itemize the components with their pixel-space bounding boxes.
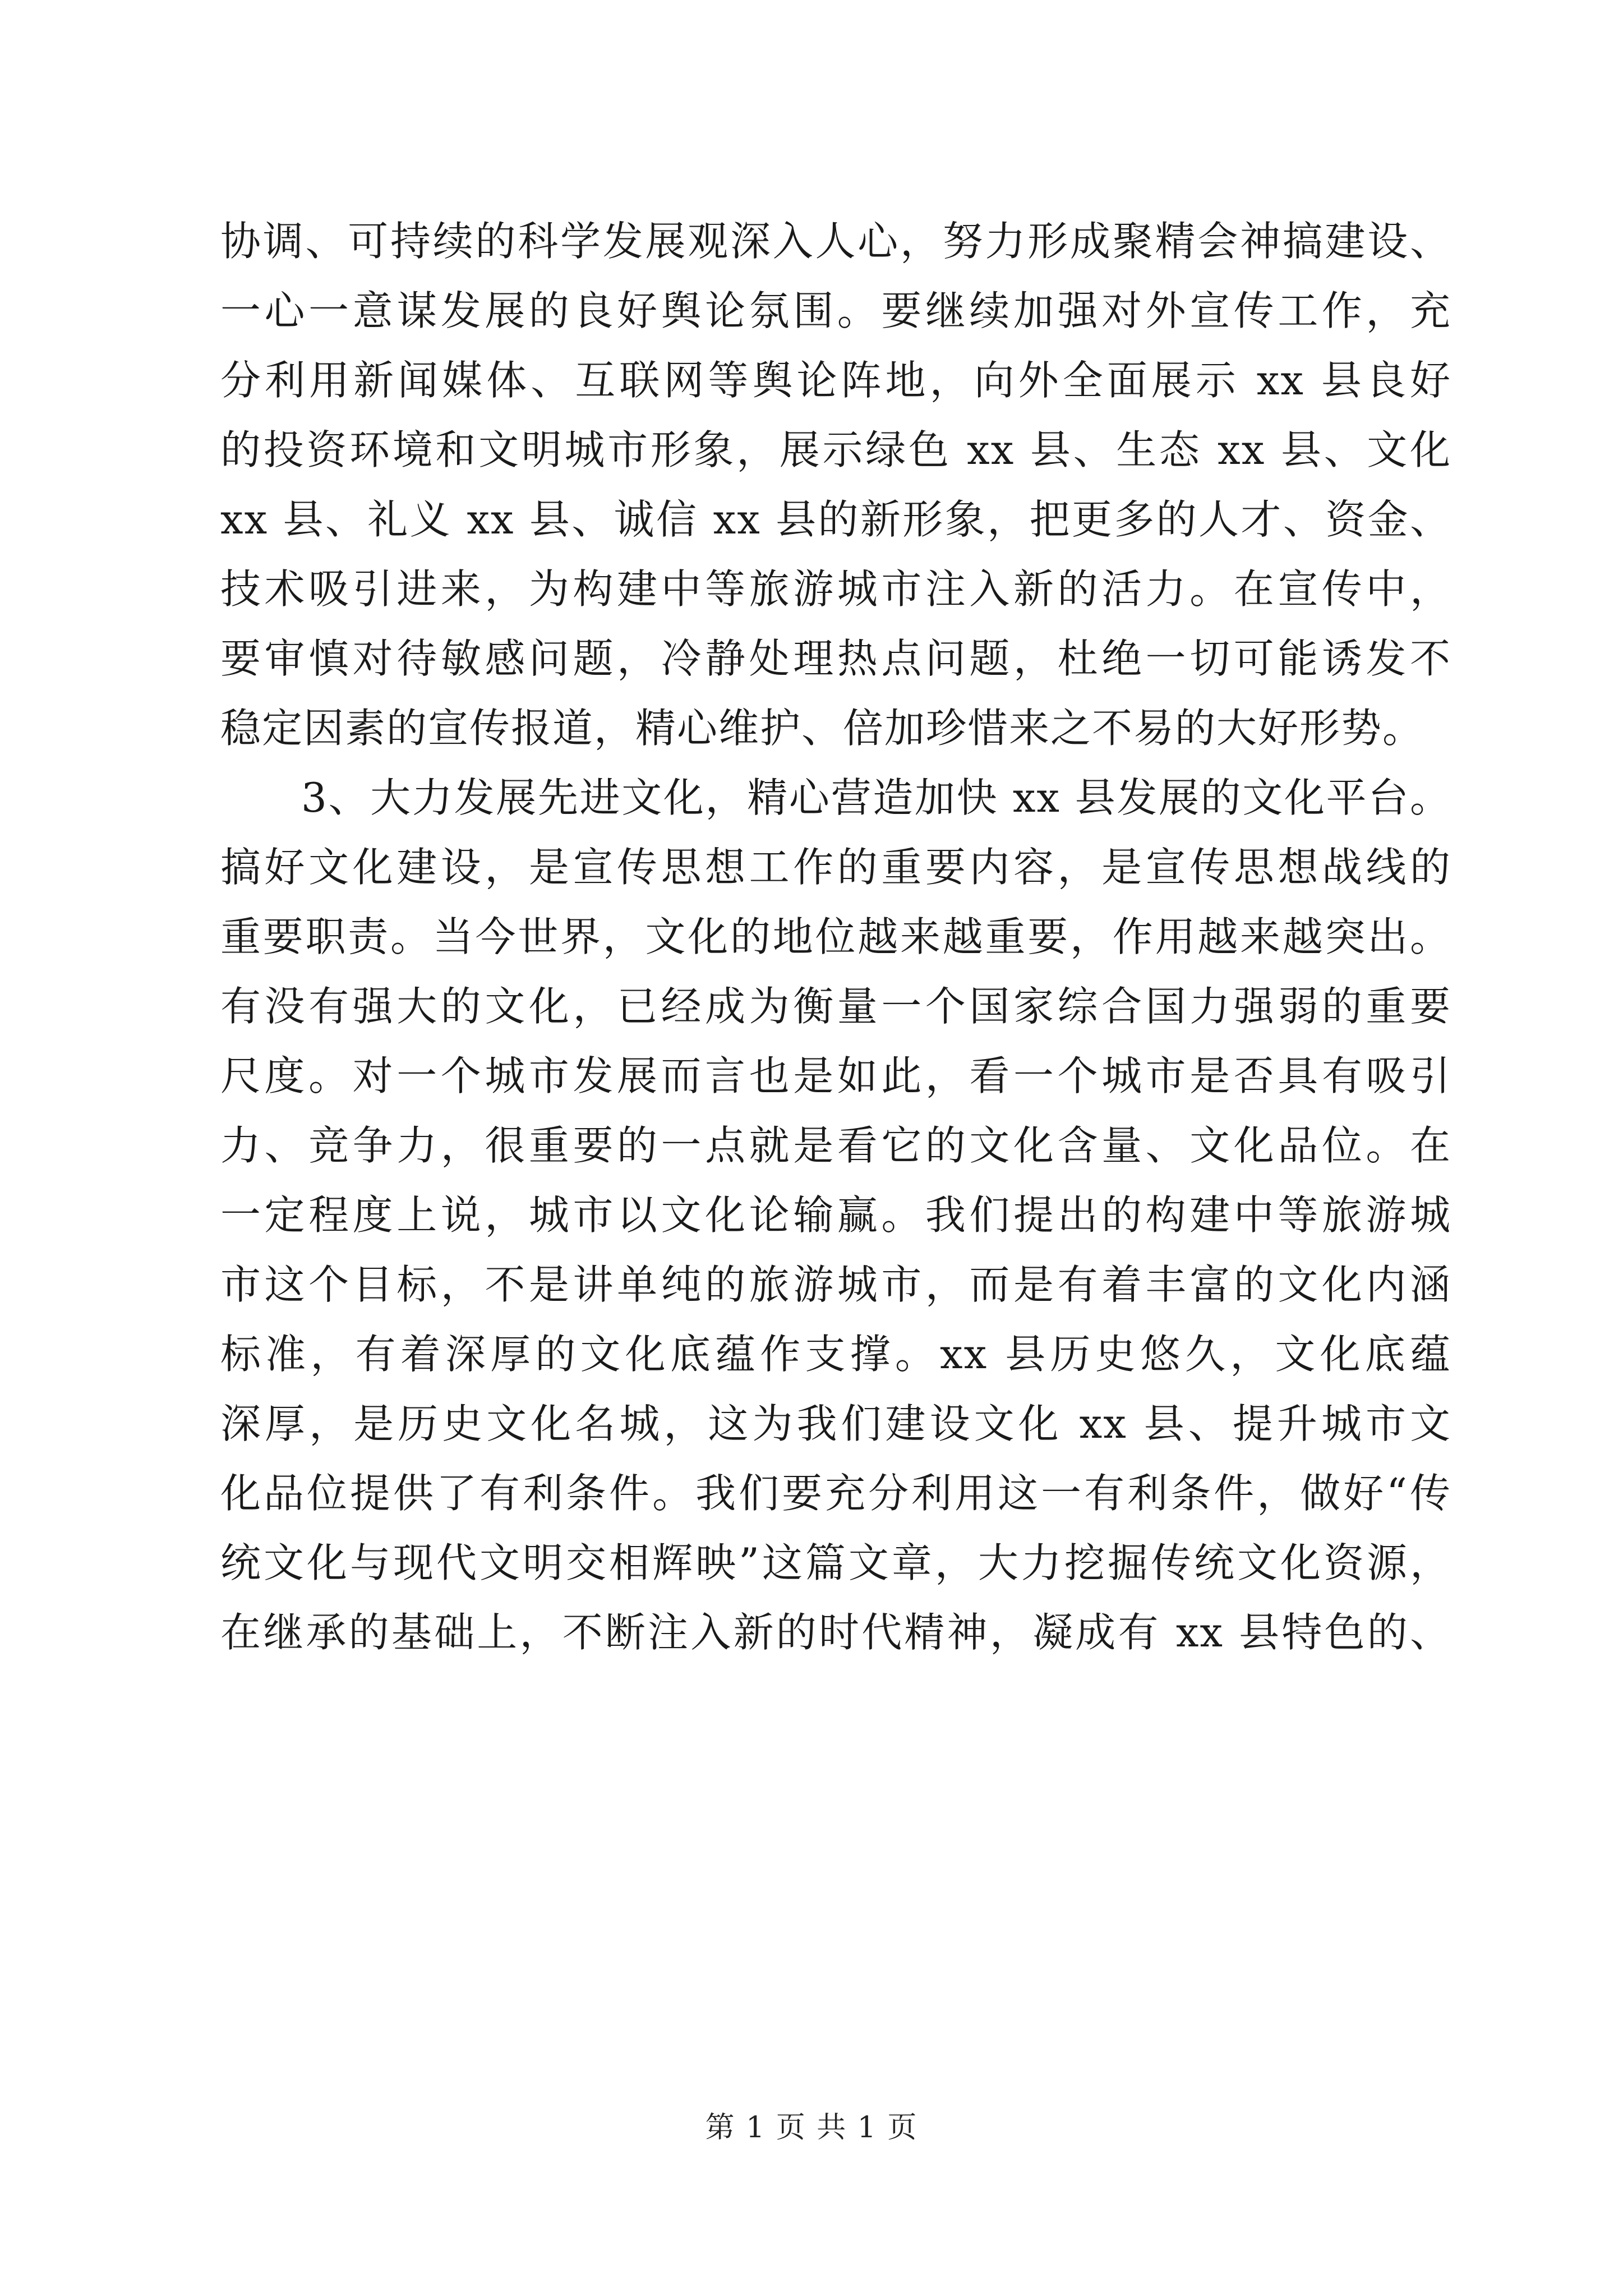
text-line-21: 在继承的基础上，不断注入新的时代精神，凝成有 xx 县特色的、 [220,1609,1451,1656]
text-line-20: 统文化与现代文明交相辉映”这篇文章，大力挖掘传统文化资源， [220,1539,1451,1586]
text-line-16: 市这个目标，不是讲单纯的旅游城市，而是有着丰富的文化内涵 [220,1261,1451,1308]
text-line-7: 要审慎对待敏感问题，冷静处理热点问题，杜绝一切可能诱发不 [220,635,1451,682]
text-line-6: 技术吸引进来，为构建中等旅游城市注入新的活力。在宣传中， [220,565,1451,613]
text-line-10: 搞好文化建设，是宣传思想工作的重要内容，是宣传思想战线的 [220,844,1451,891]
body-text [220,206,1451,1667]
page-number-footer: 第 1 页 共 1 页 [705,2111,918,2145]
section-heading-line: 3、大力发展先进文化，精心营造加快 xx 县发展的文化平台。 [301,774,1451,821]
text-line-12: 有没有强大的文化，已经成为衡量一个国家综合国力强弱的重要 [220,983,1451,1030]
text-line-18: 深厚，是历史文化名城，这为我们建设文化 xx 县、提升城市文 [220,1400,1451,1447]
text-line-11: 重要职责。当今世界，文化的地位越来越重要，作用越来越突出。 [220,913,1451,960]
text-line-14: 力、竞争力，很重要的一点就是看它的文化含量、文化品位。在 [220,1122,1451,1169]
text-line-13: 尺度。对一个城市发展而言也是如此，看一个城市是否具有吸引 [220,1052,1451,1099]
text-line-2: 一心一意谋发展的良好舆论氛围。要继续加强对外宣传工作，充 [220,287,1451,334]
text-line-17: 标准，有着深厚的文化底蕴作支撑。xx 县历史悠久，文化底蕴 [220,1331,1451,1378]
text-line-19: 化品位提供了有利条件。我们要充分利用这一有利条件，做好“传 [220,1470,1451,1517]
text-line-8: 稳定因素的宣传报道，精心维护、倍加珍惜来之不易的大好形势。 [220,705,1424,752]
text-line-4: 的投资环境和文明城市形象，展示绿色 xx 县、生态 xx 县、文化 [220,426,1451,473]
text-line-15: 一定程度上说，城市以文化论输赢。我们提出的构建中等旅游城 [220,1191,1451,1239]
text-line-1: 协调、可持续的科学发展观深入人心，努力形成聚精会神搞建设、 [220,218,1451,265]
text-line-5: xx 县、礼义 xx 县、诚信 xx 县的新形象，把更多的人才、资金、 [220,496,1451,543]
text-line-3: 分利用新闻媒体、互联网等舆论阵地，向外全面展示 xx 县良好 [220,357,1451,404]
